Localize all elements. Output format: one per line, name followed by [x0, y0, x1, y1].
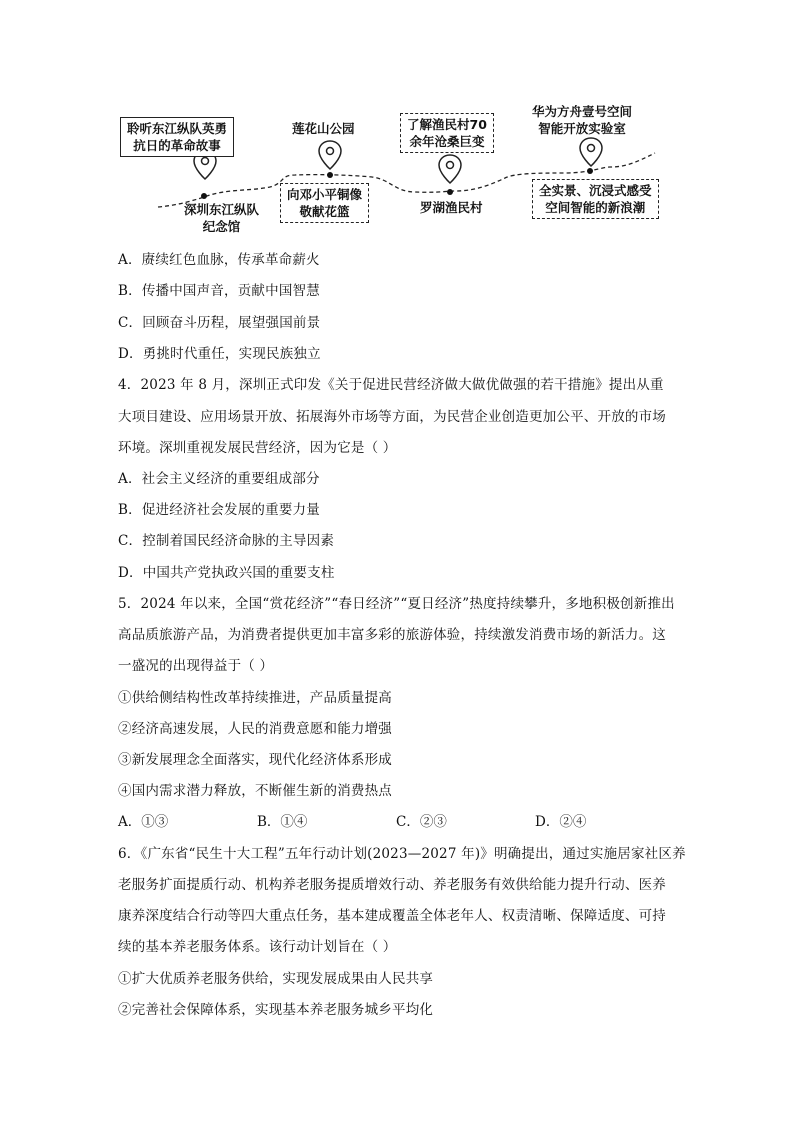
route-stop-dot: [587, 168, 593, 174]
q6-stem-line: 老服务扩面提质行动、机构养老服务提质增效行动、养老服务有效供给能力提升行动、医养: [118, 877, 666, 893]
q4-stem-line: 4．2023 年 8 月，深圳正式印发《关于促进民营经济做大做优做强的若干措施》提出从重: [118, 377, 664, 393]
label-line: 了解渔民村70: [407, 117, 487, 132]
label-yumin-change: [400, 113, 494, 153]
label-luohu-village: [418, 199, 485, 216]
q4-option-a: A．社会主义经济的重要组成部分: [118, 471, 320, 487]
label-east-river-hall: [182, 201, 261, 235]
label-line: 敬献花篮: [299, 204, 350, 219]
q3-option-d: D．勇挑时代重任，实现民族独立: [118, 346, 321, 362]
q6-stem-line: 续的基本养老服务体系。该行动计划旨在（ ）: [118, 939, 397, 955]
q5-statement: ①供给侧结构性改革持续推进，产品质量提高: [118, 690, 392, 706]
label-line: 抗日的革命故事: [133, 138, 221, 153]
label-line: 纪念馆: [202, 219, 241, 234]
q6-stem-line: 6．《广东省“民生十大工程”五年行动计划(2023—2027 年)》明确提出，通过实施居家社区养: [118, 846, 686, 862]
label-line: 空间智能的新浪潮: [545, 200, 646, 215]
label-line: 向邓小平铜像: [287, 187, 363, 202]
q3-option-c: C．回顾奋斗历程，展望强国前景: [118, 315, 321, 331]
q4-option-c: C．控制着国民经济命脉的主导因素: [118, 533, 335, 549]
label-line: 聆听东江纵队英勇: [127, 121, 228, 136]
q5-choice-a: A．①③: [118, 814, 169, 830]
label-line: 深圳东江纵队: [184, 202, 260, 217]
label-immersive: [532, 179, 659, 219]
q6-statement: ②完善社会保障体系，实现基本养老服务城乡平均化: [118, 1002, 434, 1018]
q6-statement: ①扩大优质养老服务供给，实现发展成果由人民共享: [118, 971, 434, 987]
label-east-river-story: [120, 117, 234, 157]
q4-stem-line: 环境。深圳重视发展民营经济，因为它是（ ）: [118, 440, 397, 456]
q6-stem-line: 康养深度结合行动等四大重点任务，基本建成覆盖全体老年人、权责清晰、保障适度、可持: [118, 908, 666, 924]
label-line: 全实景、沉浸式感受: [539, 183, 652, 198]
label-line: 华为方舟壹号空间: [532, 104, 633, 119]
route-stop-dot: [447, 189, 453, 195]
q5-stem-line: 一盛况的出现得益于（ ）: [118, 658, 274, 674]
q3-option-b: B．传播中国声音，贡献中国智慧: [118, 283, 320, 299]
route-stop-dot: [201, 193, 207, 199]
q3-option-a: A．赓续红色血脉，传承革命薪火: [118, 252, 320, 268]
label-lianhua-park: [290, 120, 357, 137]
q4-stem-line: 大项目建设、应用场景开放、拓展海外市场等方面，为民营企业创造更加公平、开放的市场: [118, 409, 666, 425]
map-pin-icon: [439, 155, 461, 183]
q5-stem-line: 5．2024 年以来，全国“赏花经济”“春日经济”“夏日经济”热度持续攀升，多地积极创新推出: [118, 596, 675, 612]
label-line: 罗湖渔民村: [420, 200, 483, 215]
label-line: 余年沧桑巨变: [409, 134, 485, 149]
q5-choice-b: B．①④: [257, 814, 308, 830]
q5-statement: ②经济高速发展，人民的消费意愿和能力增强: [118, 721, 392, 737]
map-pin-icon: [319, 141, 341, 169]
label-line: 莲花山公园: [292, 121, 355, 136]
q4-option-d: D．中国共产党执政兴国的重要支柱: [118, 565, 335, 581]
q5-choice-c: C．②③: [396, 814, 447, 830]
label-huawei-lab: [530, 103, 634, 137]
label-line: 智能开放实验室: [538, 121, 626, 136]
q5-stem-line: 高品质旅游产品，为消费者提供更加丰富多彩的旅游体验，持续激发消费市场的新活力。这: [118, 627, 666, 643]
map-pin-icon: [580, 138, 602, 166]
q5-statement: ④国内需求潜力释放，不断催生新的消费热点: [118, 783, 392, 799]
route-diagram: [110, 95, 680, 245]
label-deng-statue: [280, 183, 369, 223]
q5-statement: ③新发展理念全面落实，现代化经济体系形成: [118, 752, 392, 768]
route-stop-dot: [327, 172, 333, 178]
q5-choice-d: D．②④: [535, 814, 587, 830]
q4-option-b: B．促进经济社会发展的重要力量: [118, 502, 320, 518]
